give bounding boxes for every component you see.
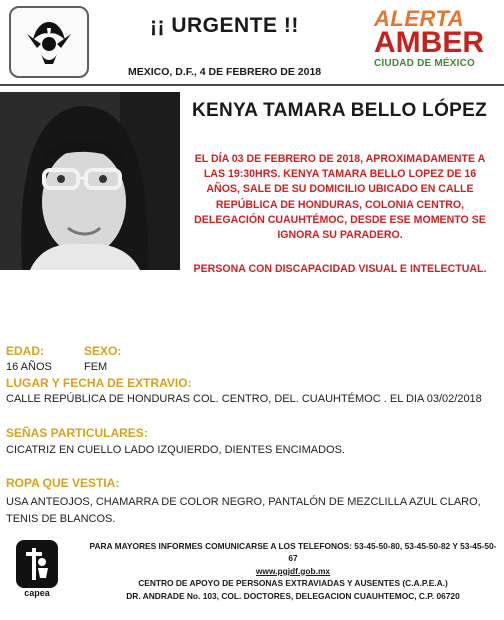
footer-url[interactable]: www.pgjdf.gob.mx <box>255 565 331 576</box>
clothes-value: USA ANTEOJOS, CHAMARRA DE COLOR NEGRO, PANTALÓN DE MEZCLILLA AZUL CLARO, TENIS DE BLANCOS. <box>6 496 481 525</box>
clothes-label: ROPA QUE VESTIA: <box>6 476 120 490</box>
place-label: LUGAR Y FECHA DE EXTRAVIO: <box>6 376 192 390</box>
marks-label: SEÑAS PARTICULARES: <box>6 426 148 440</box>
header-divider <box>0 84 504 86</box>
amber-line1: ALERTA <box>374 6 465 31</box>
marks-value: CICATRIZ EN CUELLO LADO IZQUIERDO, DIENTES ENCIMADOS. <box>6 444 346 456</box>
amber-line3: CIUDAD DE MÉXICO <box>374 58 475 69</box>
eagle-icon <box>19 14 79 70</box>
narrative-text: EL DÍA 03 DE FEBRERO DE 2018, APROXIMADAMENTE A LAS 19:30HRS. KENYA TAMARA BELLO LOPEZ DE 16 AÑOS, SALE DE SU DOMICILIO UBICADO EN CALLE REPÚBLICA DE HONDURAS, COLONIA CENTRO, DELEGACIÓN CUAUHTÉMOC, DESDE ESE MOMENTO SE IGNORA SU PARADERO. <box>194 153 486 242</box>
sex-label: SEXO: <box>84 344 122 358</box>
person-name: KENYA TAMARA BELLO LÓPEZ <box>192 100 488 121</box>
alerta-amber-logo <box>374 8 496 69</box>
condition-text: PERSONA CON DISCAPACIDAD VISUAL E INTELECTUAL. <box>193 263 487 275</box>
footer-phones: PARA MAYORES INFORMES COMUNICARSE A LOS TELEFONOS: 53-45-50-80, 53-45-50-82 Y 53-45-50-67 <box>89 541 497 564</box>
footer-address: DR. ANDRADE No. 103, COL. DOCTORES, DELEGACION CUAUHTEMOC, C.P. 06720 <box>126 590 460 601</box>
age-value: 16 AÑOS <box>6 361 52 373</box>
footer-info <box>88 540 498 602</box>
missing-person-photo <box>0 92 180 270</box>
sex-value: FEM <box>84 361 108 373</box>
date-line: MEXICO, D.F., 4 DE FEBRERO DE 2018 <box>128 66 322 78</box>
page-title: ¡¡ URGENTE !! <box>150 14 299 37</box>
amber-line2: AMBER <box>374 26 484 59</box>
capea-logo <box>14 538 60 602</box>
capea-label: capea <box>24 588 50 598</box>
portrait-icon <box>0 92 180 270</box>
place-value: CALLE REPÚBLICA DE HONDURAS COL. CENTRO, DEL. CUAUHTÉMOC . EL DIA 03/02/2018 <box>6 393 482 405</box>
age-label: EDAD: <box>6 344 44 358</box>
pgj-logo <box>9 6 89 78</box>
footer-center: CENTRO DE APOYO DE PERSONAS EXTRAVIADAS Y AUSENTES (C.A.P.E.A.) <box>138 578 448 589</box>
